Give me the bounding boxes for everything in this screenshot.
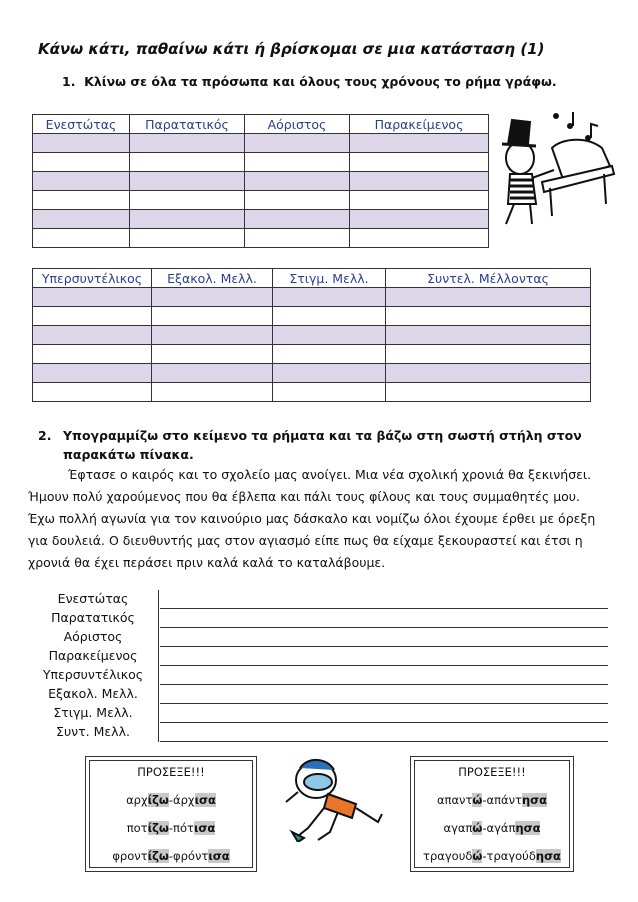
- tense-label: Παρακείμενος: [48, 648, 138, 663]
- table-row: [33, 326, 591, 345]
- table-row: [33, 364, 591, 383]
- answer-cell[interactable]: [152, 383, 273, 402]
- tense-label: Συντ. Μελλ.: [56, 724, 130, 739]
- answer-cell[interactable]: [33, 210, 130, 229]
- answer-cell[interactable]: [273, 383, 386, 402]
- tense-row: [30, 590, 608, 609]
- table-row: [33, 153, 489, 172]
- answer-cell[interactable]: [386, 364, 591, 383]
- tense-label: Στιγμ. Μελλ.: [53, 705, 133, 720]
- note-example: τραγουδώ-τραγούδησα: [423, 849, 561, 863]
- note-example: φροντίζω-φρόντισα: [112, 849, 230, 863]
- table-row: [33, 383, 591, 402]
- tense-row: [30, 609, 608, 628]
- piano-player-illustration: [492, 108, 618, 230]
- exercise1-number: 1.: [62, 74, 76, 89]
- answer-cell[interactable]: [33, 307, 152, 326]
- exercise2-instruction: [38, 426, 608, 464]
- reading-passage: [28, 464, 596, 574]
- answer-cell[interactable]: [33, 326, 152, 345]
- header-cell: Παρακείμενος: [350, 115, 489, 134]
- answer-cell[interactable]: [152, 288, 273, 307]
- answer-cell[interactable]: [33, 364, 152, 383]
- header-cell: Εξακολ. Μελλ.: [152, 269, 273, 288]
- answer-cell[interactable]: [33, 383, 152, 402]
- answer-cell[interactable]: [350, 210, 489, 229]
- answer-cell[interactable]: [350, 172, 489, 191]
- answer-cell[interactable]: [245, 134, 350, 153]
- table-row: [33, 134, 489, 153]
- note-box-o: [410, 756, 574, 872]
- answer-cell[interactable]: [130, 210, 245, 229]
- answer-cell[interactable]: [33, 172, 130, 191]
- answer-cell[interactable]: [33, 345, 152, 364]
- conjugation-table-2: [32, 268, 591, 402]
- page-title: Κάνω κάτι, παθαίνω κάτι ή βρίσκομαι σε μια κατάσταση (1): [38, 40, 545, 58]
- conjugation-table-1: [32, 114, 489, 248]
- passage-text: Έφτασε ο καιρός και το σχολείο μας ανοίγει. Μια νέα σχολική χρονιά θα ξεκινήσει. Ήμουν πολύ χαρούμενος που θα έβλεπα και πάλι τους φίλους και τους συμμαθητές μου. Έχω πολλή αγωνία για τον καινούριο μας δάσκαλο και νομίζω όλοι έχουμε έρθει με όρεξη για δουλειά. Ο διευθυντής μας στον αγιασμό είπε πως θα είχαμε ξεκουραστεί και έτσι η χρονιά θα έχει περάσει πριν καλά καλά το καταλάβουμε.: [28, 467, 596, 570]
- answer-cell[interactable]: [386, 307, 591, 326]
- diver-illustration: [278, 752, 388, 842]
- tense-row: [30, 647, 608, 666]
- note-example: ποτίζω-πότισα: [126, 821, 216, 835]
- header-cell: Υπερσυντέλικος: [33, 269, 152, 288]
- answer-cell[interactable]: [386, 383, 591, 402]
- tense-row: [30, 666, 608, 685]
- answer-cell[interactable]: [245, 172, 350, 191]
- tense-row: [30, 723, 608, 742]
- tense-row: [30, 685, 608, 704]
- answer-cell[interactable]: [350, 191, 489, 210]
- answer-cell[interactable]: [33, 288, 152, 307]
- note-example: αρχίζω-άρχισα: [126, 793, 216, 807]
- header-cell: Αόριστος: [245, 115, 350, 134]
- tense-label: Παρατατικός: [51, 610, 135, 625]
- exercise1-text: Κλίνω σε όλα τα πρόσωπα και όλους τους χρόνους το ρήμα γράφω.: [84, 74, 557, 89]
- exercise1-instruction: [62, 74, 557, 89]
- answer-cell[interactable]: [273, 345, 386, 364]
- exercise2-number: 2.: [38, 428, 52, 443]
- answer-cell[interactable]: [130, 153, 245, 172]
- table-row: [33, 288, 591, 307]
- answer-cell[interactable]: [152, 364, 273, 383]
- answer-line[interactable]: [160, 741, 608, 742]
- divider-line: [158, 590, 159, 742]
- note-example: αγαπώ-αγάπησα: [443, 821, 541, 835]
- answer-cell[interactable]: [245, 210, 350, 229]
- answer-cell[interactable]: [130, 134, 245, 153]
- note-title: ΠΡΟΣΕΞΕ!!!: [137, 765, 205, 779]
- header-cell: Συντελ. Μέλλοντας: [386, 269, 591, 288]
- answer-cell[interactable]: [152, 307, 273, 326]
- answer-cell[interactable]: [350, 153, 489, 172]
- table-header-row: [33, 115, 489, 134]
- note-box-izo: [85, 756, 257, 872]
- answer-cell[interactable]: [33, 134, 130, 153]
- tense-label: Αόριστος: [63, 629, 123, 644]
- header-cell: Στιγμ. Μελλ.: [273, 269, 386, 288]
- table-header-row: [33, 269, 591, 288]
- tense-row: [30, 704, 608, 723]
- answer-cell[interactable]: [386, 345, 591, 364]
- answer-cell[interactable]: [245, 191, 350, 210]
- answer-cell[interactable]: [152, 326, 273, 345]
- table-row: [33, 307, 591, 326]
- tense-label: Εξακολ. Μελλ.: [48, 686, 138, 701]
- table-row: [33, 191, 489, 210]
- table-row: [33, 229, 489, 248]
- header-cell: Παρατατικός: [130, 115, 245, 134]
- tense-row: [30, 628, 608, 647]
- answer-cell[interactable]: [386, 288, 591, 307]
- header-cell: Ενεστώτας: [33, 115, 130, 134]
- answer-cell[interactable]: [386, 326, 591, 345]
- answer-cell[interactable]: [33, 229, 130, 248]
- answer-cell[interactable]: [350, 229, 489, 248]
- answer-cell[interactable]: [130, 191, 245, 210]
- answer-cell[interactable]: [130, 229, 245, 248]
- exercise2-text: Υπογραμμίζω στο κείμενο τα ρήματα και τα βάζω στη σωστή στήλη στον παρακάτω πίνακα.: [63, 428, 582, 462]
- table-row: [33, 345, 591, 364]
- answer-cell[interactable]: [33, 153, 130, 172]
- tense-label: Υπερσυντέλικος: [42, 667, 144, 682]
- answer-cell[interactable]: [273, 307, 386, 326]
- answer-cell[interactable]: [273, 364, 386, 383]
- answer-cell[interactable]: [152, 345, 273, 364]
- table-row: [33, 210, 489, 229]
- answer-cell[interactable]: [350, 134, 489, 153]
- answer-cell[interactable]: [130, 172, 245, 191]
- answer-cell[interactable]: [245, 153, 350, 172]
- note-title: ΠΡΟΣΕΞΕ!!!: [458, 765, 526, 779]
- tense-answer-lines: [30, 590, 608, 742]
- note-example: απαντώ-απάντησα: [436, 793, 548, 807]
- table-row: [33, 172, 489, 191]
- tense-label: Ενεστώτας: [57, 591, 129, 606]
- answer-cell[interactable]: [245, 229, 350, 248]
- answer-cell[interactable]: [273, 288, 386, 307]
- answer-cell[interactable]: [33, 191, 130, 210]
- answer-cell[interactable]: [273, 326, 386, 345]
